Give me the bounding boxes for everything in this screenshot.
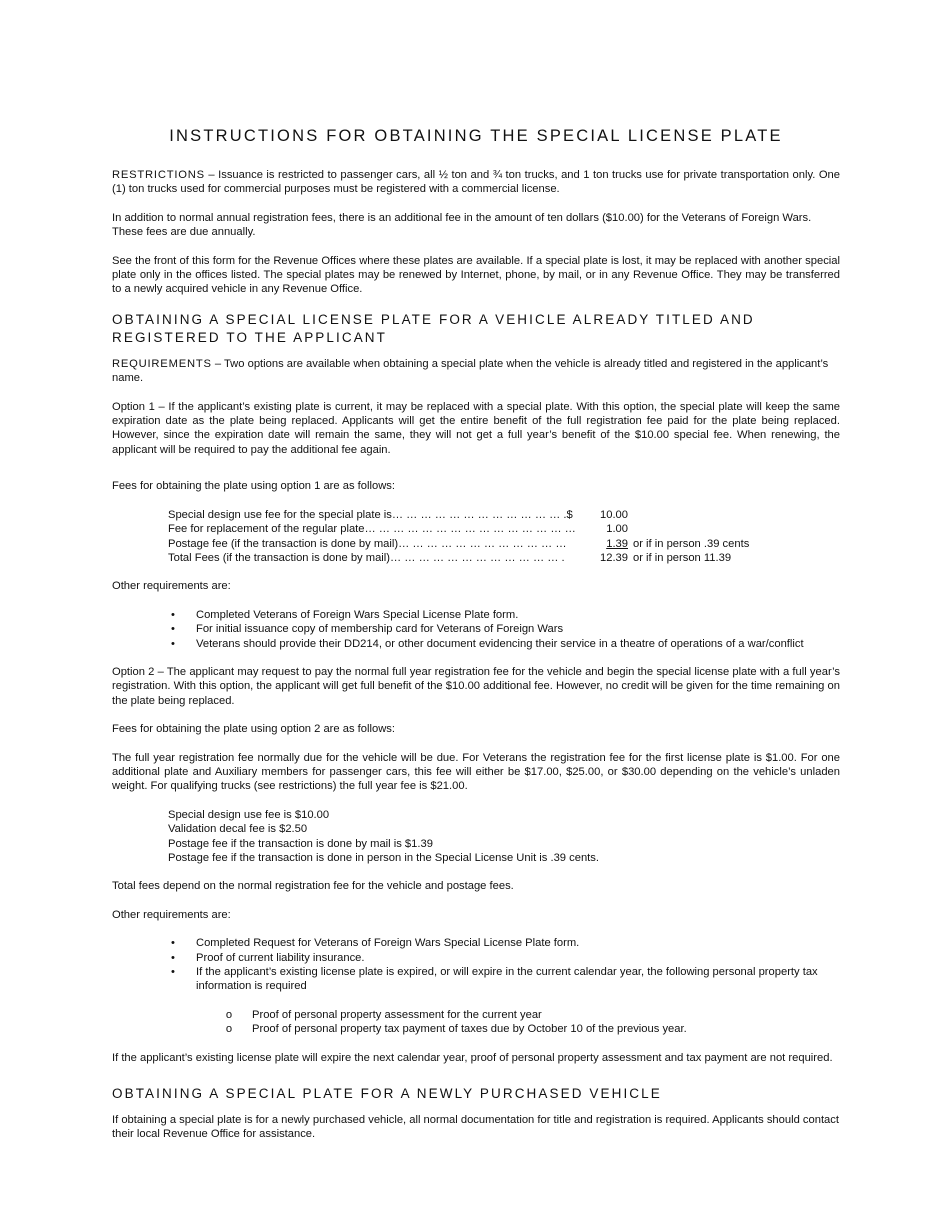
option1-fees-intro: Fees for obtaining the plate using option 1 are as follows: [112, 480, 395, 493]
sub-list-item [224, 1008, 840, 1022]
additional-fee-paragraph: In addition to normal annual registration fees, there is an additional fee in the amount of ten dollars ($10.00) for the Veterans of Foreign Wars. These fees are due annually. [112, 211, 812, 239]
document-page [112, 126, 840, 1156]
total-fees-paragraph: Total fees depend on the normal registration fee for the vehicle and postage fees. [112, 880, 514, 893]
next-year-paragraph: If the applicant’s existing license plate will expire the next calendar year, proof of personal property assessment and tax payment are not required. [112, 1051, 833, 1064]
other-requirements-label: Other requirements are: [112, 580, 231, 593]
list-item [168, 965, 840, 1037]
restrictions-text: – Issuance is restricted to passenger cars, all ½ ton and ¾ ton trucks, and 1 ton trucks use for private transportation only. One (1) ton trucks used for commercial purposes must be registered with a commercial license. [112, 169, 840, 196]
option2-fees-intro: Fees for obtaining the plate using option 2 are as follows: [112, 723, 395, 736]
fee-note: or if in person .39 cents [633, 537, 750, 550]
bullet-icon: • [171, 623, 175, 636]
fee-label: Fee for replacement of the regular plate… … … … … … … … … … … … … … … [168, 523, 576, 536]
fee-line: Postage fee if the transaction is done in person in the Special License Unit is .39 cents. [168, 852, 599, 864]
option1-fee-table [168, 508, 840, 566]
list-item [168, 608, 840, 622]
fee-label: Special design use fee for the special plate is… … … … … … … … … … … … .$ [168, 508, 573, 521]
fee-line: Validation decal fee is $2.50 [168, 823, 308, 836]
fee-row [168, 522, 840, 536]
tax-requirements-sublist [224, 1008, 840, 1037]
list-item-text: Completed Veterans of Foreign Wars Special License Plate form. [196, 608, 519, 621]
restrictions-lead: RESTRICTIONS [112, 169, 205, 181]
option2-paragraph: Option 2 – The applicant may request to pay the normal full year registration fee for the vehicle and begin the special license plate with a full year’s registration. With this option, the applicant will get full benefit of the $10.00 additional fee. However, no credit will be given for the time remaining on the plate being replaced. [112, 665, 840, 707]
option1-paragraph: Option 1 – If the applicant’s existing plate is current, it may be replaced with a special plate. With this option, the special plate will keep the same expiration date as the plate being replaced. Applicants will get the entire benefit of the full registration fee paid for the plate being replaced. However, since the expiration date will remain the same, they will not get a full year’s benefit of the $10.00 special fee. When renewing, the applicant will be required to pay the additional fee again. [112, 400, 840, 456]
page-title: INSTRUCTIONS FOR OBTAINING THE SPECIAL LICENSE PLATE [169, 127, 783, 145]
bullet-icon: • [171, 951, 175, 964]
fee-note [628, 522, 633, 536]
fee-label: Total Fees (if the transaction is done by mail)… … … … … … … … … … … … . [168, 551, 565, 564]
option2-fee-list [168, 808, 840, 866]
fee-amount: 12.39 [600, 551, 628, 564]
fee-row [168, 508, 840, 522]
fee-row [168, 537, 840, 551]
bullet-icon: • [171, 637, 175, 650]
list-item-text: For initial issuance copy of membership card for Veterans of Foreign Wars [196, 623, 564, 636]
bullet-icon: • [171, 608, 175, 621]
new-vehicle-paragraph: If obtaining a special plate is for a newly purchased vehicle, all normal documentation for title and registration is required. Applicants should contact their local Revenue Office for assistance. [112, 1114, 839, 1141]
fee-row-total [168, 551, 840, 565]
circle-bullet-icon: o [225, 1008, 233, 1021]
list-item-text: Completed Request for Veterans of Foreign Wars Special License Plate form. [196, 937, 580, 950]
list-item [168, 936, 840, 950]
sub-list-item-text: Proof of personal property assessment for the current year [252, 1008, 542, 1021]
bullet-icon: • [171, 966, 175, 979]
fee-label: Postage fee (if the transaction is done by mail)… … … … … … … … … … … … [168, 537, 567, 550]
list-item [168, 622, 840, 636]
sub-list-item [224, 1022, 840, 1036]
list-item-text: If the applicant’s existing license plate is expired, or will expire in the current calendar year, the following personal property tax information is required [196, 966, 818, 993]
requirements-text: – Two options are available when obtaining a special plate when the vehicle is already titled and registered in the applicant’s name. [112, 357, 829, 385]
fee-line: Postage fee if the transaction is done by mail is $1.39 [168, 837, 433, 850]
fee-amount: 10.00 [600, 508, 628, 521]
fee-line: Special design use fee is $10.00 [168, 808, 330, 821]
requirements-lead: REQUIREMENTS [112, 357, 212, 370]
other-requirements-list [168, 608, 840, 651]
list-item-text: Veterans should provide their DD214, or other document evidencing their service in a theatre of operations of a war/conflict [196, 637, 804, 650]
restrictions-paragraph [112, 168, 840, 197]
fee-note [628, 508, 633, 522]
requirements-paragraph [112, 357, 840, 386]
other-requirements-list-2 [168, 936, 840, 1036]
list-item [168, 951, 840, 965]
circle-bullet-icon: o [225, 1023, 233, 1036]
full-year-fee-paragraph: The full year registration fee normally due for the vehicle will be due. For Veterans the registration fee for the first license plate is $1.00. For one additional plate and Auxiliary members for passenger cars, this fee will either be $17.00, $25.00, or $30.00 depending on the vehicle’s unladen weight. For qualifying trucks (see restrictions) the full year fee is $21.00. [112, 751, 840, 793]
fee-amount [598, 537, 628, 551]
list-item [168, 637, 840, 651]
section-heading-new-vehicle: OBTAINING A SPECIAL PLATE FOR A NEWLY PURCHASED VEHICLE [112, 1086, 662, 1102]
other-requirements-label-2: Other requirements are: [112, 908, 231, 921]
list-item-text: Proof of current liability insurance. [196, 951, 365, 964]
revenue-offices-paragraph: See the front of this form for the Revenue Offices where these plates are available. If a special plate is lost, it may be replaced with another special plate only in the offices listed. The special plates may be renewed by Internet, phone, by mail, or in any Revenue Office. They may be transferred to a newly acquired vehicle in any Revenue Office. [112, 254, 840, 296]
section-heading-existing-vehicle: OBTAINING A SPECIAL LICENSE PLATE FOR A VEHICLE ALREADY TITLED AND REGISTERED TO THE APPLICANT [112, 311, 755, 345]
fee-note: or if in person 11.39 [633, 551, 732, 564]
fee-amount-underlined: 1.39 [606, 537, 628, 550]
sub-list-item-text: Proof of personal property tax payment of taxes due by October 10 of the previous year. [252, 1023, 687, 1036]
bullet-icon: • [171, 937, 175, 950]
fee-amount: 1.00 [606, 523, 628, 536]
